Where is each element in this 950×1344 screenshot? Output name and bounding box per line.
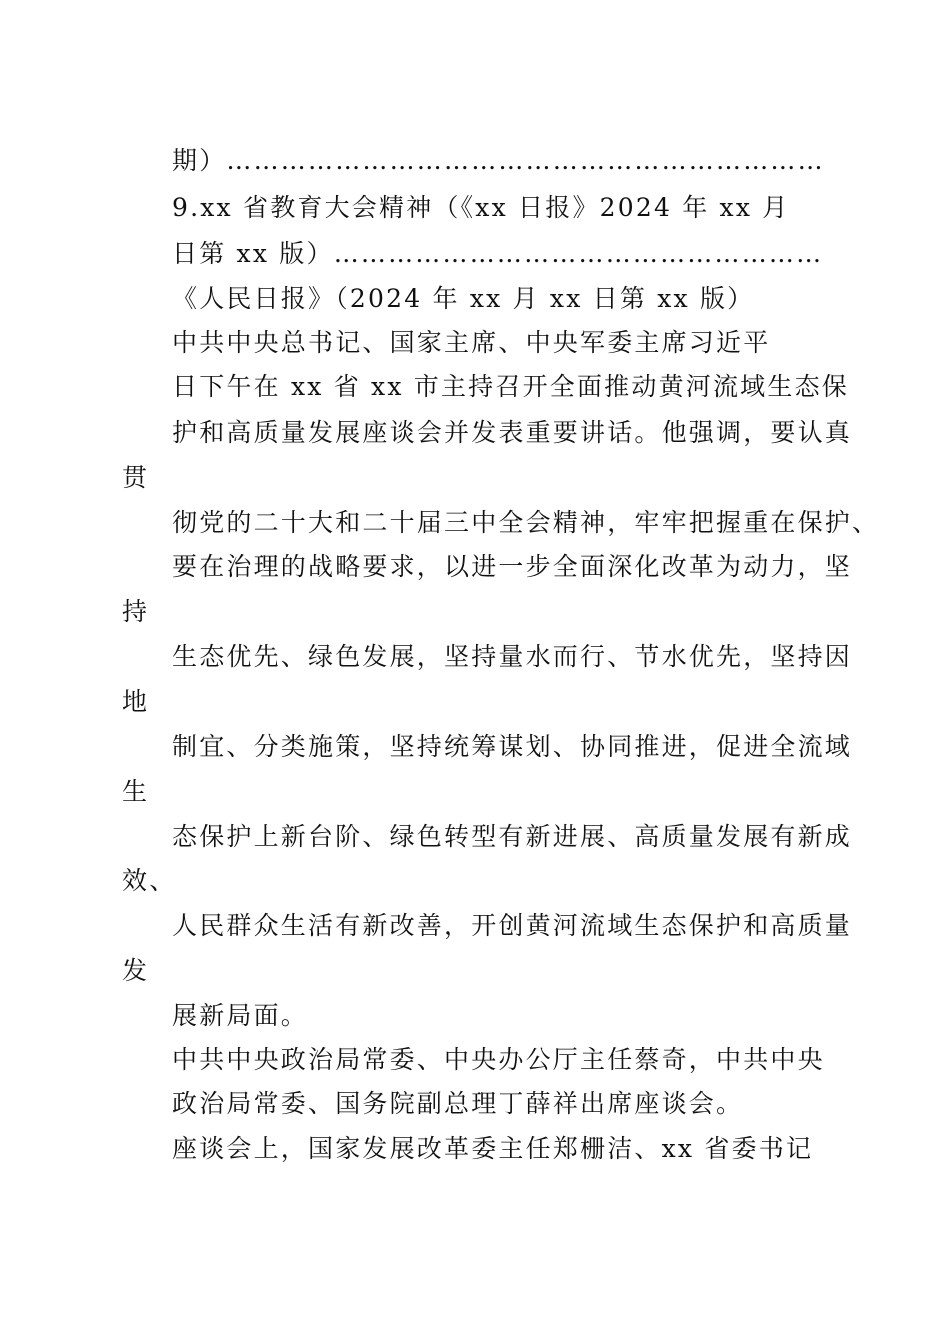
body-line: 展新局面。 (172, 1001, 309, 1030)
toc-item-9: 9.xx 省教育大会精神（《xx 日报》2024 年 xx 月 (172, 193, 790, 222)
body-line: 中共中央政治局常委、中央办公厅主任蔡奇，中共中央 (172, 1045, 825, 1074)
body-line-wrap: 效、 (122, 866, 177, 895)
toc-line-continuation: 期）………………………………………………………… (172, 146, 825, 175)
body-line: 护和高质量发展座谈会并发表重要讲话。他强调，要认真 (172, 418, 853, 447)
body-line-wrap: 发 (122, 956, 150, 985)
toc-item-9-continuation: 日第 xx 版）……………………………………………… (172, 239, 824, 268)
body-line: 政治局常委、国务院副总理丁薛祥出席座谈会。 (172, 1089, 744, 1118)
body-line: 日下午在 xx 省 xx 市主持召开全面推动黄河流域生态保 (172, 372, 849, 401)
body-line: 态保护上新台阶、绿色转型有新进展、高质量发展有新成 (172, 822, 853, 851)
body-line-wrap: 持 (122, 597, 150, 626)
body-line: 要在治理的战略要求，以进一步全面深化改革为动力，坚 (172, 552, 853, 581)
body-line: 中共中央总书记、国家主席、中央军委主席习近平 (172, 328, 771, 357)
body-line: 人民群众生活有新改善，开创黄河流域生态保护和高质量 (172, 911, 853, 940)
body-line: 座谈会上，国家发展改革委主任郑栅洁、xx 省委书记 (172, 1134, 814, 1163)
source-citation: 《人民日报》（2024 年 xx 月 xx 日第 xx 版） (172, 284, 755, 313)
body-line: 生态优先、绿色发展，坚持量水而行、节水优先，坚持因 (172, 642, 853, 671)
body-line: 制宜、分类施策，坚持统筹谋划、协同推进，促进全流域 (172, 732, 853, 761)
body-line-wrap: 生 (122, 777, 150, 806)
body-line-wrap: 地 (122, 687, 150, 716)
body-line: 彻党的二十大和二十届三中全会精神，牢牢把握重在保护、 (172, 508, 880, 537)
body-line-wrap: 贯 (122, 463, 150, 492)
